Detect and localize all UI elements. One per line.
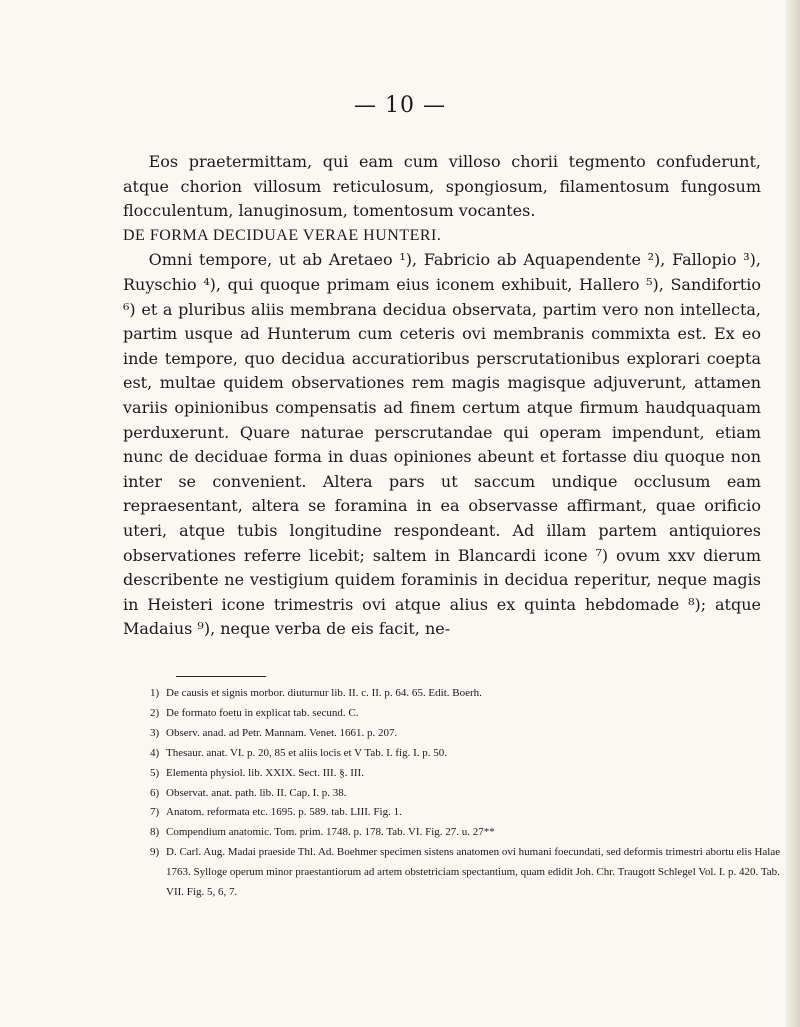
footnote-number: 7) <box>150 806 160 819</box>
footnote-text: Observat. anat. path. lib. II. Cap. I. p. 38. <box>166 786 347 799</box>
footnote-number: 8) <box>150 826 160 839</box>
footnote <box>150 684 782 704</box>
footnote-text: Anatom. reformata etc. 1695. p. 589. tab. LIII. Fig. 1. <box>166 806 402 819</box>
footnote-text: Thesaur. anat. VI. p. 20, 85 et aliis locis et V Tab. I. fig. I. p. 50. <box>166 746 448 759</box>
footnote-text: Elementa physiol. lib. XXIX. Sect. III. §. III. <box>166 766 364 779</box>
footnote-number: 4) <box>150 746 160 759</box>
footnote <box>150 843 782 903</box>
footnote <box>150 704 782 724</box>
footnote-number: 6) <box>150 786 160 799</box>
footnote-number: 5) <box>150 766 160 779</box>
footnote-text: De causis et signis morbor. diuturnur lib. II. c. II. p. 64. 65. Edit. Boerh. <box>166 687 482 699</box>
footnote <box>150 784 782 804</box>
section-title: DE FORMA DECIDUAE VERAE HUNTERI. <box>123 226 442 244</box>
intro-paragraph: Eos praetermittam, qui eam cum villoso chorii tegmento confuderunt, atque chorion villosum reticulosum, spongiosum, filamentosum fungosum flocculentum, lanuginosum, tomentosum vocantes. <box>123 152 761 221</box>
footnote <box>150 724 782 744</box>
main-text <box>123 150 761 642</box>
footnote <box>150 823 782 843</box>
footnote-divider <box>176 676 266 677</box>
footnotes <box>150 684 782 903</box>
footnote-number: 2) <box>150 706 160 719</box>
footnote-number: 9) <box>150 846 160 859</box>
footnote <box>150 764 782 784</box>
footnote <box>150 803 782 823</box>
footnote-text: De formato foetu in explicat tab. secund. C. <box>166 706 359 719</box>
main-paragraph: Omni tempore, ut ab Aretaeo ¹), Fabricio ab Aquapendente ²), Fallopio ³), Ruyschio ⁴), qui quoque primam eius iconem exhibuit, Hallero ⁵), Sandifortio ⁶) et a pluribus aliis membrana decidua observata, partim vero non intellecta, partim usque ad Hunterum cum ceteris ovi membranis commixta est. Ex eo inde tempore, quo decidua accuratioribus perscrutationibus explorari coepta est, multae quidem observationes rem magis magisque adjuverunt, attamen variis opinionibus compensatis ad finem certum atque firmum haudquaquam perduxerunt. Quare naturae perscrutandae qui operam impendunt, etiam nunc de deciduae forma in duas opiniones abeunt et fortasse diu quoque non inter se convenient. Altera pars ut saccum undique occlusum eam repraesentant, altera se foramina in ea observasse affirmant, quae orificio uteri, atque tubis longitudine respondeant. Ad illam partem antiquiores observationes referre licebit; saltem in Blancardi icone ⁷) ovum xxv dierum describente ne vestigium quidem foraminis in decidua reperitur, neque magis in Heisteri icone trimestris ovi atque alius ex quinta hebdomade ⁸); atque Madaius ⁹), neque verba de eis facit, ne- <box>123 250 761 639</box>
footnote-number: 1) <box>150 687 160 699</box>
page-number: — 10 — <box>354 93 446 118</box>
footnote-number: 3) <box>150 726 160 739</box>
footnote <box>150 744 782 764</box>
footnote-text: Compendium anatomic. Tom. prim. 1748. p. 178. Tab. VI. Fig. 27. u. 27** <box>166 826 495 839</box>
page-edge <box>786 0 800 1027</box>
footnote-text: D. Carl. Aug. Madai praeside Thl. Ad. Boehmer specimen sistens anatomen ovi humani foecundati, sed deformis trimestri abortu elis Halae 1763. Syllоge operum minor praestantiorum ad artem obstetriciam spectantium, quam edidit Joh. Chr. Traugott Schlegel Vol. I. p. 420. Tab. VII. Fig. 5, 6, 7. <box>166 846 781 899</box>
footnote-text: Observ. anad. ad Petr. Mannam. Venet. 1661. p. 207. <box>166 726 398 739</box>
